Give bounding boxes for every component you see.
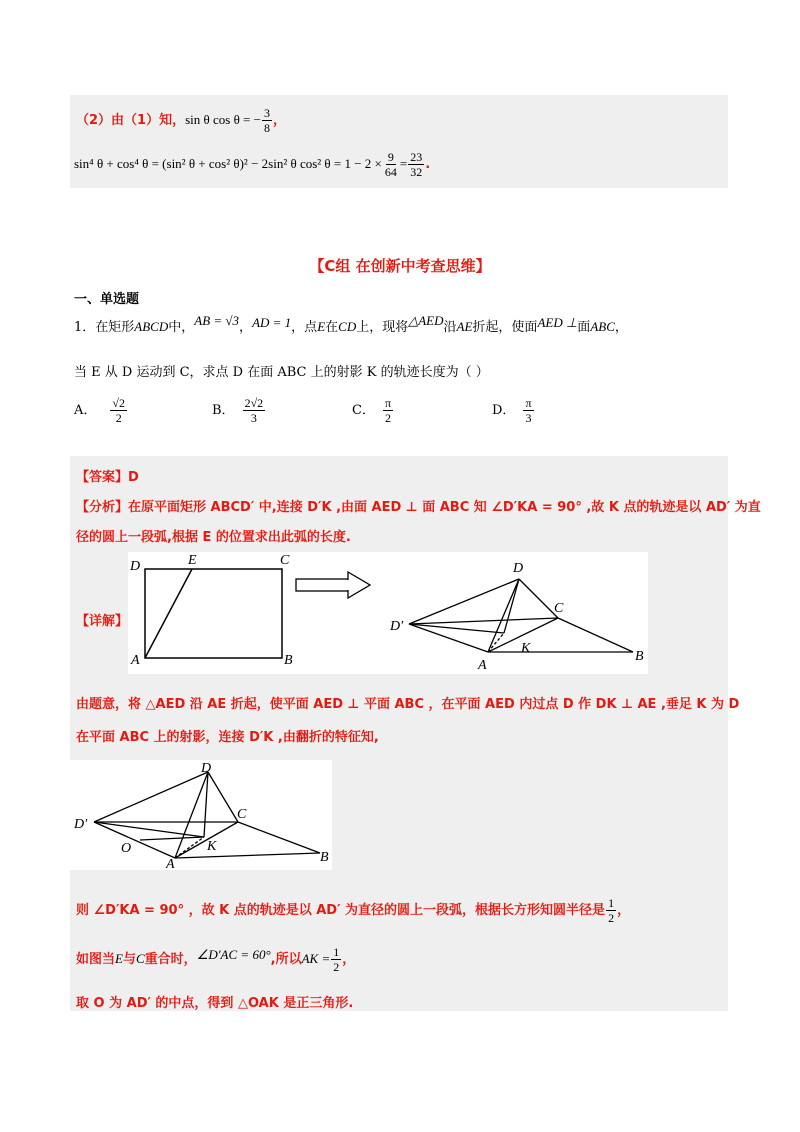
eq1-lhs: sin θ cos θ = − — [185, 112, 261, 127]
conclusion-line-1: 则 ∠D′KA = 90° ，故 K 点的轨迹是以 AD′ 为直径的圆上一段弧，根据长方形知圆半径是 $\frac{1}{2}$ ， — [76, 896, 631, 925]
eq2-lhs: sin⁴ θ + cos⁴ θ = (sin² θ + cos² θ)² − 2sin² θ cos² θ = 1 − 2 × — [74, 156, 382, 171]
fig2-label-d: D — [201, 761, 212, 776]
answer-label: 【答案】D — [76, 470, 139, 485]
fold-label-d: D — [513, 561, 524, 576]
detail-line-1: 由题意，将 △AED 沿 AE 折起，使平面 AED ⊥ 平面 ABC ，在平面 AED 内过点 D 作 DK ⊥ AE ,垂足 K 为 D — [76, 697, 740, 712]
label-a: A — [131, 653, 140, 668]
fold-label-c: C — [554, 601, 564, 616]
fig2-label-dp: D′ — [74, 817, 88, 832]
fig2-label-b: B — [320, 850, 329, 865]
fold-label-k: K — [521, 641, 531, 656]
eq1-fraction: $\frac{3}{8}$ — [263, 106, 270, 135]
group-title: 【C组 在创新中考查思维】 — [309, 257, 491, 275]
fig2-label-k: K — [207, 839, 217, 854]
question-line-1: 1．在矩形ABCD中，AB = √3，AD = 1，点E在CD上，现将△AED沿AE折起，使面AED ⊥面ABC， — [74, 313, 628, 335]
option-c[interactable]: C． $\frac{\pi}{2}$ — [352, 396, 392, 425]
ad-equation: AD = 1 — [252, 315, 292, 330]
part2-line2: sin⁴ θ + cos⁴ θ = (sin² θ + cos² θ)² − 2sin² θ cos² θ = 1 − 2 × $\frac{9}{64}$ = $\frac{23}{32}$ . — [74, 150, 431, 179]
option-b[interactable]: B． $\frac{2√2}{3}$ — [212, 396, 264, 425]
conclusion-line-3: 取 O 为 AD′ 的中点，得到 △OAK 是正三角形. — [76, 996, 354, 1011]
fold-label-b: B — [635, 649, 644, 664]
label-c: C — [280, 553, 290, 568]
label-b: B — [284, 653, 293, 668]
eq2-fraction-2: $\frac{23}{32}$ — [410, 150, 423, 179]
fold-label-dp: D′ — [390, 619, 404, 634]
part2-line1: （2）由（1）知，sin θ cos θ = − $\frac{3}{8}$ ， — [76, 106, 286, 135]
conclusion-line-2: 如图当E与C重合时，∠D′AC = 60°,所以AK = $\frac{1}{2}$ ， — [76, 945, 356, 974]
ab-equation: AB = √3 — [194, 313, 240, 328]
label-e: E — [188, 553, 197, 568]
figure-rectangle-fold — [128, 552, 648, 674]
fig2-label-a: A — [166, 857, 175, 870]
detail-label: 【详解】 — [76, 614, 129, 629]
option-a[interactable]: A． $\frac{√2}{2}$ — [74, 396, 125, 425]
fig2-label-o: O — [121, 841, 132, 856]
question-line-2: 当 E 从 D 运动到 C，求点 D 在面 ABC 上的射影 K 的轨迹长度为（ ） — [74, 365, 489, 380]
analysis-line-2: 径的圆上一段弧,根据 E 的位置求出此弧的长度. — [76, 530, 351, 545]
section-title: 一、单选题 — [74, 292, 140, 307]
fold-label-a: A — [478, 658, 487, 673]
figure-fold-with-o — [70, 760, 332, 870]
fig2-label-c: C — [237, 807, 247, 822]
option-d[interactable]: D． $\frac{\pi}{3}$ — [492, 396, 532, 425]
eq2-fraction-1: $\frac{9}{64}$ — [384, 150, 397, 179]
label-d: D — [130, 559, 141, 574]
analysis-line-1: 【分析】在原平面矩形 ABCD′ 中,连接 D′K ,由面 AED ⊥ 面 ABC 知 ∠D′KA = 90° ,故 K 点的轨迹是以 AD′ 为直 — [76, 500, 761, 515]
detail-line-2: 在平面 ABC 上的射影，连接 D′K ,由翻折的特征知, — [76, 730, 379, 745]
